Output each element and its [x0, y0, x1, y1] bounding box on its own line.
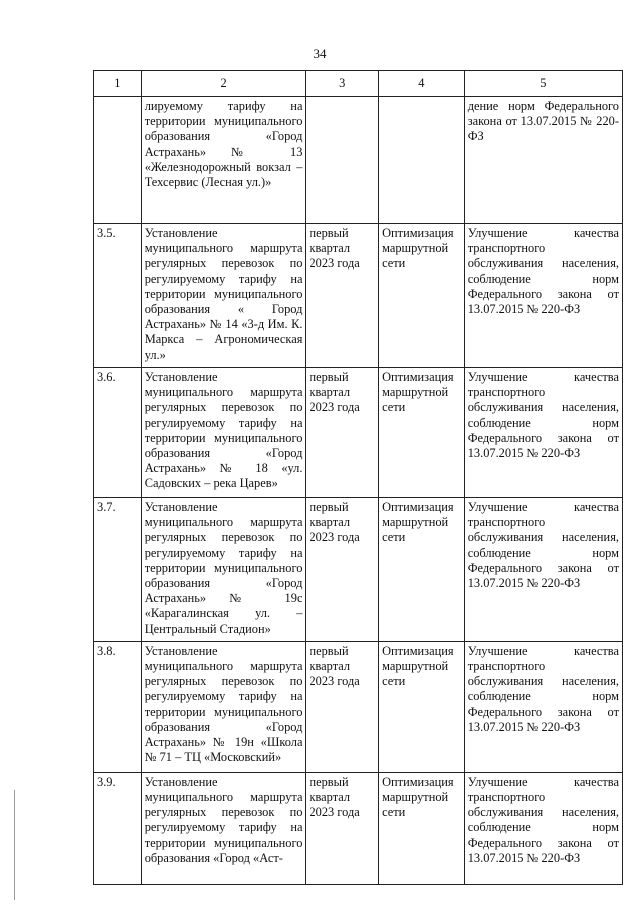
row-description: Установление муниципального маршрута регулярных перевозок по регулируемому тарифу на территории муниципального образования «Город Астрахань» № 18 «ул. Садовских – река Царев»	[141, 368, 306, 498]
row-number: 3.8.	[94, 641, 142, 772]
row-number: 3.7.	[94, 498, 142, 642]
table-row	[94, 368, 623, 498]
row-result: Улучшение качества транспортного обслуживания населения, соблюдение норм Федерального закона от 13.07.2015 № 220-ФЗ	[464, 772, 622, 884]
row-number	[94, 97, 142, 224]
scan-edge-line	[14, 790, 15, 900]
table-row	[94, 97, 623, 224]
row-period: первый квартал 2023 года	[306, 772, 379, 884]
row-period: первый квартал 2023 года	[306, 224, 379, 368]
row-goal: Оптимизация маршрутной сети	[379, 641, 465, 772]
row-number: 3.6.	[94, 368, 142, 498]
page-number: 34	[313, 46, 327, 61]
row-description: лируемому тарифу на территории муниципального образования «Город Астрахань» № 13 «Железнодорожный вокзал – Техсервис (Лесная ул.)»	[141, 97, 306, 224]
table-row	[94, 641, 623, 772]
row-description: Установление муниципального маршрута регулярных перевозок по регулируемому тарифу на территории муниципального образования « Город Астрахань» № 14 «3-д Им. К. Маркса – Агрономическая ул.»	[141, 224, 306, 368]
row-result: Улучшение качества транспортного обслуживания населения, соблюдение норм Федерального закона от 13.07.2015 № 220-ФЗ	[464, 641, 622, 772]
table-header-row	[94, 71, 623, 97]
column-header-1: 1	[94, 71, 142, 97]
table-row	[94, 772, 623, 884]
row-result: Улучшение качества транспортного обслуживания населения, соблюдение норм Федерального закона от 13.07.2015 № 220-ФЗ	[464, 368, 622, 498]
column-header-3: 3	[306, 71, 379, 97]
row-number: 3.5.	[94, 224, 142, 368]
column-header-4: 4	[379, 71, 465, 97]
row-goal: Оптимизация маршрутной сети	[379, 224, 465, 368]
measures-table	[93, 70, 623, 885]
row-number: 3.9.	[94, 772, 142, 884]
table-row	[94, 224, 623, 368]
row-goal: Оптимизация маршрутной сети	[379, 368, 465, 498]
row-result: Улучшение качества транспортного обслуживания населения, соблюдение норм Федерального закона от 13.07.2015 № 220-ФЗ	[464, 498, 622, 642]
row-result: дение норм Федерального закона от 13.07.2015 № 220-ФЗ	[464, 97, 622, 224]
row-description: Установление муниципального маршрута регулярных перевозок по регулируемому тарифу на территории муниципального образования «Город «Аст-	[141, 772, 306, 884]
row-period: первый квартал 2023 года	[306, 368, 379, 498]
row-description: Установление муниципального маршрута регулярных перевозок по регулируемому тарифу на территории муниципального образования «Город Астрахань» № 19с «Карагалинская ул. – Центральный Стадион»	[141, 498, 306, 642]
column-header-5: 5	[464, 71, 622, 97]
table-row	[94, 498, 623, 642]
row-goal: Оптимизация маршрутной сети	[379, 772, 465, 884]
row-period: первый квартал 2023 года	[306, 641, 379, 772]
row-period	[306, 97, 379, 224]
row-description: Установление муниципального маршрута регулярных перевозок по регулируемому тарифу на территории муниципального образования «Город Астрахань» № 19н «Школа № 71 – ТЦ «Московский»	[141, 641, 306, 772]
column-header-2: 2	[141, 71, 306, 97]
row-result: Улучшение качества транспортного обслуживания населения, соблюдение норм Федерального закона от 13.07.2015 № 220-ФЗ	[464, 224, 622, 368]
row-goal: Оптимизация маршрутной сети	[379, 498, 465, 642]
row-period: первый квартал 2023 года	[306, 498, 379, 642]
row-goal	[379, 97, 465, 224]
